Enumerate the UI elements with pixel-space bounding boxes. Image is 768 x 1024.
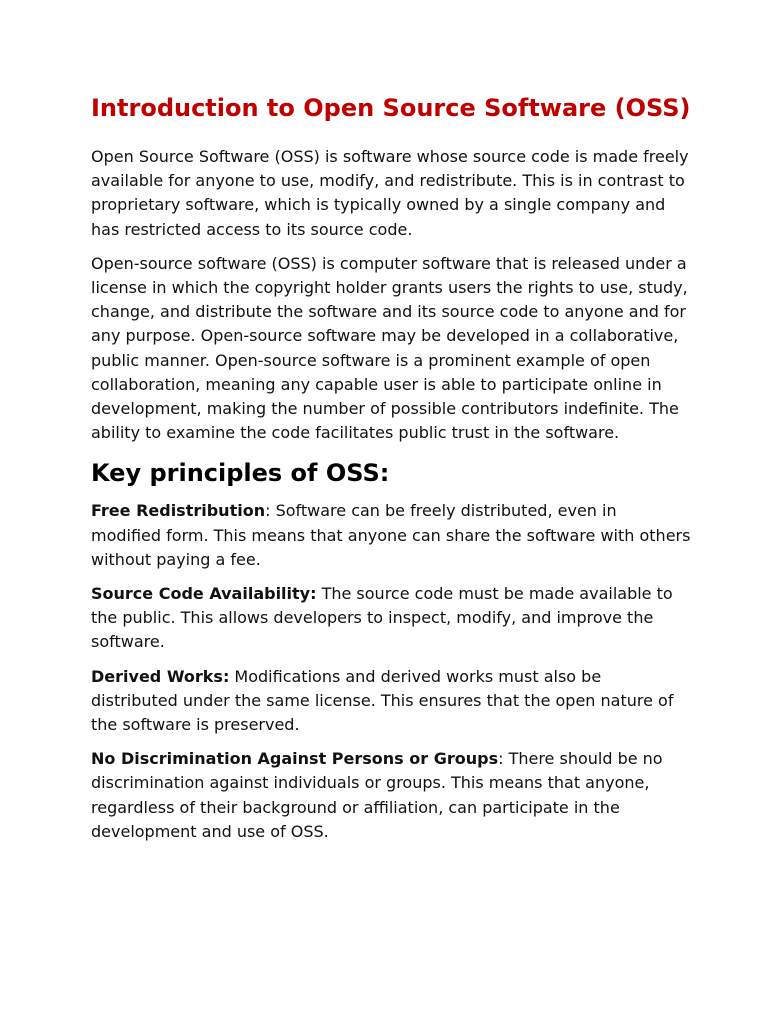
document-title: Introduction to Open Source Software (OSS)	[91, 94, 691, 122]
principle-separator: :	[498, 749, 504, 769]
principle-derived-works	[91, 665, 691, 738]
principle-text: There should be no discrimination against individuals or groups. This means that anyone, regardless of their background or affiliation, can participate in the development and use of OSS.	[91, 749, 663, 841]
principle-separator: :	[265, 501, 271, 521]
principle-text: Modifications and derived works must also be distributed under the same license. This ensures that the open nature of the software is preserved.	[91, 666, 674, 735]
intro-paragraph-1: Open Source Software (OSS) is software whose source code is made freely available for anyone to use, modify, and redistribute. This is in contrast to proprietary software, which is typically owned by a single company and has restricted access to its source code.	[91, 147, 689, 239]
principle-term: Derived Works:	[91, 666, 230, 686]
section-heading: Key principles of OSS:	[91, 459, 390, 488]
principle-free-redistribution	[91, 499, 691, 572]
principle-no-discrimination	[91, 747, 691, 844]
principle-text: The source code must be made available to the public. This allows developers to inspect, modify, and improve the software.	[91, 584, 673, 652]
principle-term: No Discrimination Against Persons or Groups	[91, 749, 499, 769]
document-page	[91, 91, 691, 854]
principle-source-code-availability	[91, 582, 691, 655]
intro-paragraph-2: Open-source software (OSS) is computer software that is released under a license in which the copyright holder grants users the rights to use, study, change, and distribute the software and its source code to anyone and for any purpose. Open-source software may be developed in a collaborative, public manner. Open-source software is a prominent example of open collaboration, meaning any capable user is able to participate online in development, making the number of possible contributors indefinite. The ability to examine the code facilitates public trust in the software.	[91, 253, 688, 443]
principle-term: Source Code Availability:	[91, 584, 317, 604]
principle-text: Software can be freely distributed, even in modified form. This means that anyone can share the software with others without paying a fee.	[91, 501, 691, 569]
principle-term: Free Redistribution	[91, 501, 266, 521]
